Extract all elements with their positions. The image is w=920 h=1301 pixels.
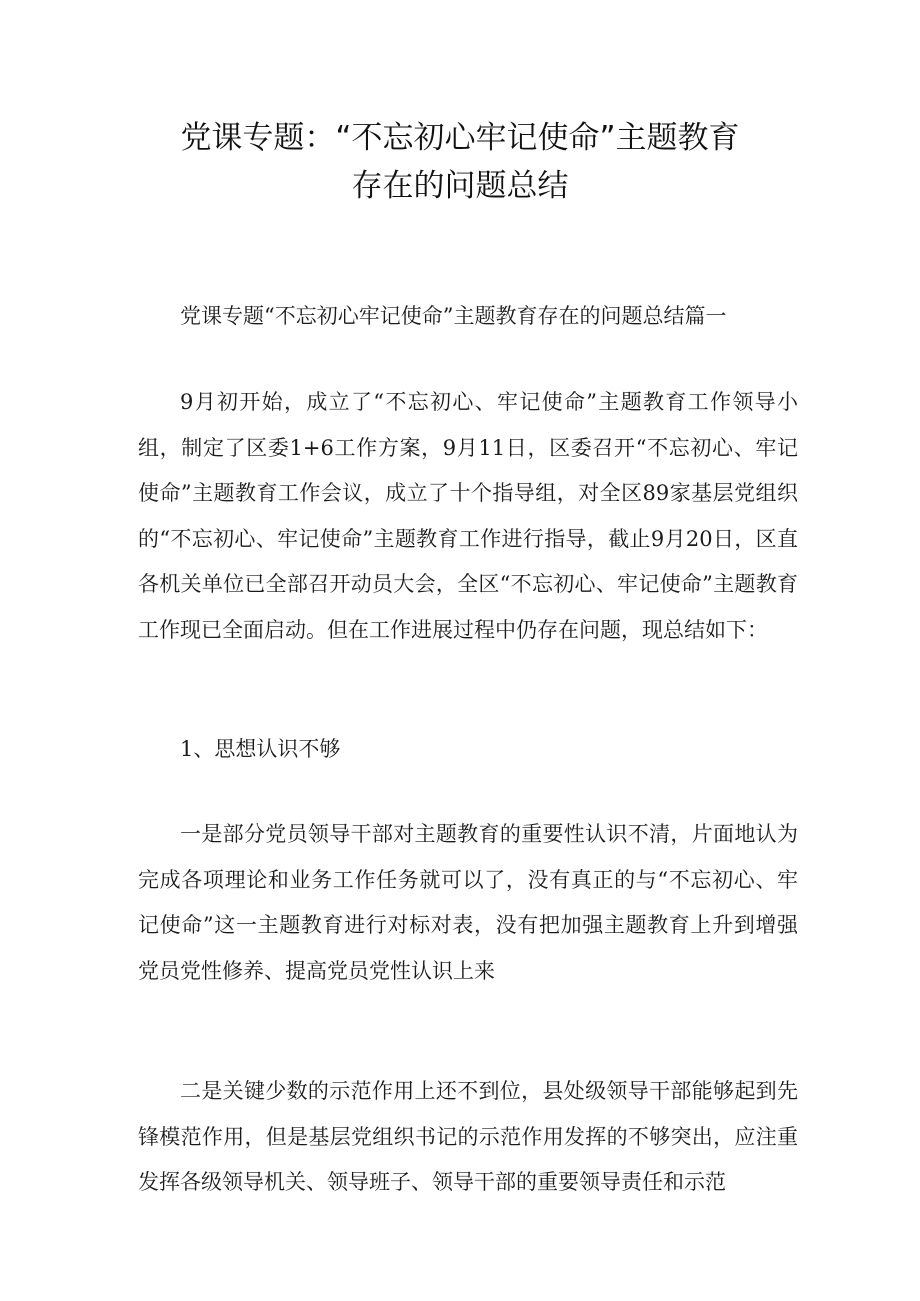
document-title-line-1: 党课专题：“不忘初心牢记使命”主题教育 [180,120,740,156]
document-subtitle: 党课专题“不忘初心牢记使命”主题教育存在的问题总结篇一 [180,304,727,328]
point-two-paragraph: 二是关键少数的示范作用上还不到位，县处级领导干部能够起到先锋模范作用，但是基层党组织书记的示范作用发挥的不够突出，应注重发挥各级领导机关、领导班子、领导干部的重要领导责任和示范 [138,1079,798,1194]
point-one-paragraph: 一是部分党员领导干部对主题教育的重要性认识不清，片面地认为完成各项理论和业务工作任务就可以了，没有真正的与“不忘初心、牢记使命”这一主题教育进行对标对表，没有把加强主题教育上升到增强党员党性修养、提高党员党性认识上来 [138,822,798,983]
intro-paragraph: 9月初开始，成立了“不忘初心、牢记使命”主题教育工作领导小组，制定了区委1+6工作方案，9月11日，区委召开“不忘初心、牢记使命”主题教育工作会议，成立了十个指导组，对全区89家基层党组织的“不忘初心、牢记使命”主题教育工作进行指导，截止9月20日，区直各机关单位已全部召开动员大会，全区“不忘初心、牢记使命”主题教育工作现已全面启动。但在工作进展过程中仍存在问题，现总结如下： [138,390,798,642]
section-heading: 1、思想认识不够 [180,737,341,761]
document-title-line-2: 存在的问题总结 [351,168,569,204]
